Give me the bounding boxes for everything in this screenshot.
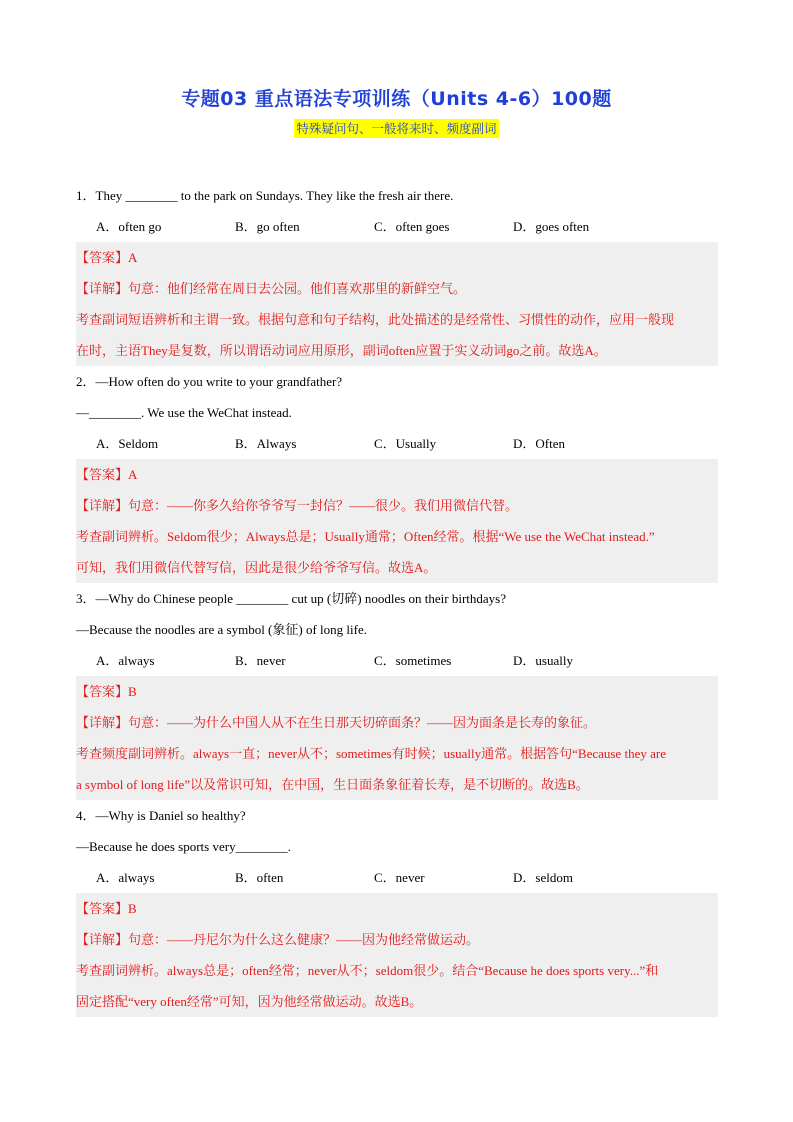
question-stem: —________. We use the WeChat instead. bbox=[76, 405, 292, 420]
question-3 bbox=[76, 583, 718, 800]
analysis-line: 固定搭配“very often经常”可知，因为他经常做运动。故选B。 bbox=[76, 994, 423, 1009]
option-d: D．goes often bbox=[513, 219, 590, 234]
analysis-line: 可知，我们用微信代替写信，因此是很少给爷爷写信。故选A。 bbox=[76, 560, 437, 575]
question-1 bbox=[76, 180, 718, 366]
option-d: D．usually bbox=[513, 653, 573, 668]
analysis-line: 在时，主语They是复数，所以谓语动词应用原形，副词often应置于实义动词go之前。故选A。 bbox=[76, 343, 607, 358]
answer-label: 【答案】A bbox=[76, 467, 138, 482]
option-b: B．go often bbox=[235, 219, 300, 234]
answer-label: 【答案】A bbox=[76, 250, 138, 265]
option-b: B．often bbox=[235, 870, 284, 885]
detail-text: 【详解】句意：——丹尼尔为什么这么健康？——因为他经常做运动。 bbox=[76, 932, 480, 947]
option-c: C．Usually bbox=[374, 436, 437, 451]
option-c: C．often goes bbox=[374, 219, 450, 234]
subtitle-wrap bbox=[0, 119, 793, 138]
question-stem: 4．—Why is Daniel so healthy? bbox=[76, 808, 246, 823]
question-stem: 3．—Why do Chinese people ________ cut up (切碎) noodles on their birthdays? bbox=[76, 591, 507, 606]
option-a: A．often go bbox=[96, 219, 162, 234]
answer-label: 【答案】B bbox=[76, 901, 137, 916]
option-a: A．always bbox=[96, 653, 155, 668]
option-d: D．Often bbox=[513, 436, 565, 451]
answer-block bbox=[76, 676, 718, 800]
option-b: B．Always bbox=[235, 436, 297, 451]
option-c: C．never bbox=[374, 870, 425, 885]
answer-block bbox=[76, 242, 718, 366]
page-title: 专题03 重点语法专项训练（Units 4-6）100题 bbox=[181, 88, 612, 110]
analysis-line: a symbol of long life”以及常识可知，在中国，生日面条象征着长寿，是不切断的。故选B。 bbox=[76, 777, 589, 792]
question-2 bbox=[76, 366, 718, 583]
options-row bbox=[76, 862, 718, 893]
question-4 bbox=[76, 800, 718, 1017]
detail-text: 【详解】句意：——你多久给你爷爷写一封信？——很少。我们用微信代替。 bbox=[76, 498, 519, 513]
detail-text: 【详解】句意：他们经常在周日去公园。他们喜欢那里的新鲜空气。 bbox=[76, 281, 467, 296]
option-a: A．Seldom bbox=[96, 436, 159, 451]
option-d: D．seldom bbox=[513, 870, 573, 885]
question-list bbox=[76, 180, 718, 1017]
analysis-line: 考查频度副词辨析。always一直；never从不；sometimes有时候；usually通常。根据答句“Because they are bbox=[76, 746, 666, 761]
page-subtitle: 特殊疑问句、一般将来时、频度副词 bbox=[296, 121, 497, 136]
option-b: B．never bbox=[235, 653, 286, 668]
options-row bbox=[76, 428, 718, 459]
detail-text: 【详解】句意：——为什么中国人从不在生日那天切碎面条？——因为面条是长寿的象征。 bbox=[76, 715, 597, 730]
options-row bbox=[76, 211, 718, 242]
option-c: C．sometimes bbox=[374, 653, 452, 668]
answer-block bbox=[76, 893, 718, 1017]
question-stem: 1．They ________ to the park on Sundays. They like the fresh air there. bbox=[76, 188, 454, 203]
question-stem: 2．—How often do you write to your grandfather? bbox=[76, 374, 343, 389]
answer-label: 【答案】B bbox=[76, 684, 137, 699]
analysis-line: 考查副词辨析。Seldom很少；Always总是；Usually通常；Often经常。根据“We use the WeChat instead.” bbox=[76, 529, 655, 544]
answer-block bbox=[76, 459, 718, 583]
analysis-line: 考查副词辨析。always总是；often经常；never从不；seldom很少。结合“Because he does sports very...”和 bbox=[76, 963, 659, 978]
analysis-line: 考查副词短语辨析和主谓一致。根据句意和句子结构，此处描述的是经常性、习惯性的动作，应用一般现 bbox=[76, 312, 675, 327]
question-stem: —Because the noodles are a symbol (象征) of long life. bbox=[76, 622, 367, 637]
options-row bbox=[76, 645, 718, 676]
question-stem: —Because he does sports very________. bbox=[76, 839, 291, 854]
option-a: A．always bbox=[96, 870, 155, 885]
